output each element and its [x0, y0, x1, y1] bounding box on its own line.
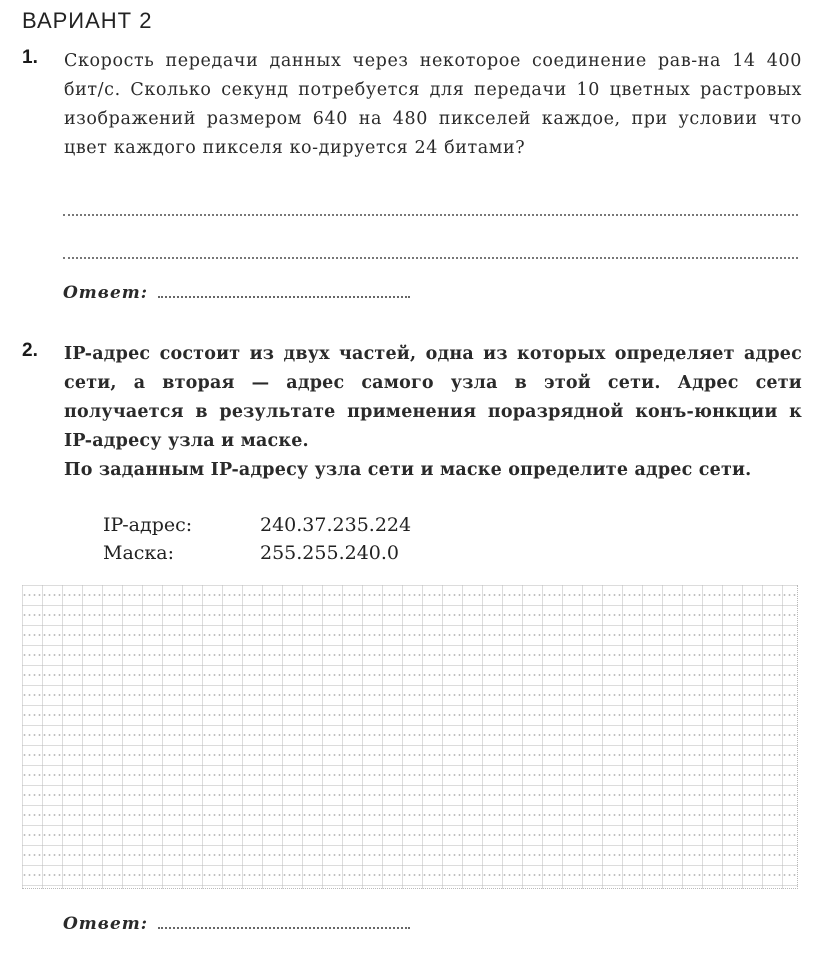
task-2-paragraph-1: IP-адрес состоит из двух частей, одна из которых определяет адрес сети, а вторая — адрес самого узла в этой сети. Адрес сети получается в результате применения поразрядной конъ-юнкции к IP-адресу узла и маске. [64, 344, 802, 451]
task-1-answer-field[interactable] [158, 296, 410, 298]
task-1-number: 1. [22, 47, 38, 68]
task-2-number: 2. [22, 340, 38, 361]
task-1-text: Скорость передачи данных через некоторое соединение рав-на 14 400 бит/с. Сколько секунд потребуется для передачи 10 цветных растровых изображений размером 640 на 480 пикселей каждое, при условии что цвет каждого пикселя ко-дируется 24 битами? [64, 51, 802, 158]
task-2-text [64, 340, 802, 485]
task-2-answer-label: Ответ: [63, 914, 149, 934]
task-1-working-line-2[interactable] [63, 257, 798, 259]
ip-address-label: IP-адрес: [103, 514, 193, 536]
mask-value: 255.255.240.0 [260, 542, 400, 564]
ip-address-row [103, 511, 411, 539]
ip-address-value: 240.37.235.224 [260, 514, 412, 536]
variant-title: ВАРИАНТ 2 [22, 8, 153, 33]
task-2-answer [63, 914, 410, 934]
task-2 [22, 340, 802, 500]
ip-data-table [103, 511, 411, 567]
solution-grid[interactable] [22, 585, 798, 889]
mask-label: Маска: [103, 542, 175, 564]
solution-grid-dots [22, 585, 797, 888]
task-1-answer [63, 283, 410, 303]
task-1 [22, 47, 802, 197]
mask-row [103, 539, 411, 567]
task-2-paragraph-2: По заданным IP-адресу узла сети и маске определите адрес сети. [64, 460, 752, 480]
task-1-answer-label: Ответ: [63, 283, 149, 303]
task-1-working-line-1[interactable] [63, 214, 798, 216]
task-2-answer-field[interactable] [158, 927, 410, 929]
